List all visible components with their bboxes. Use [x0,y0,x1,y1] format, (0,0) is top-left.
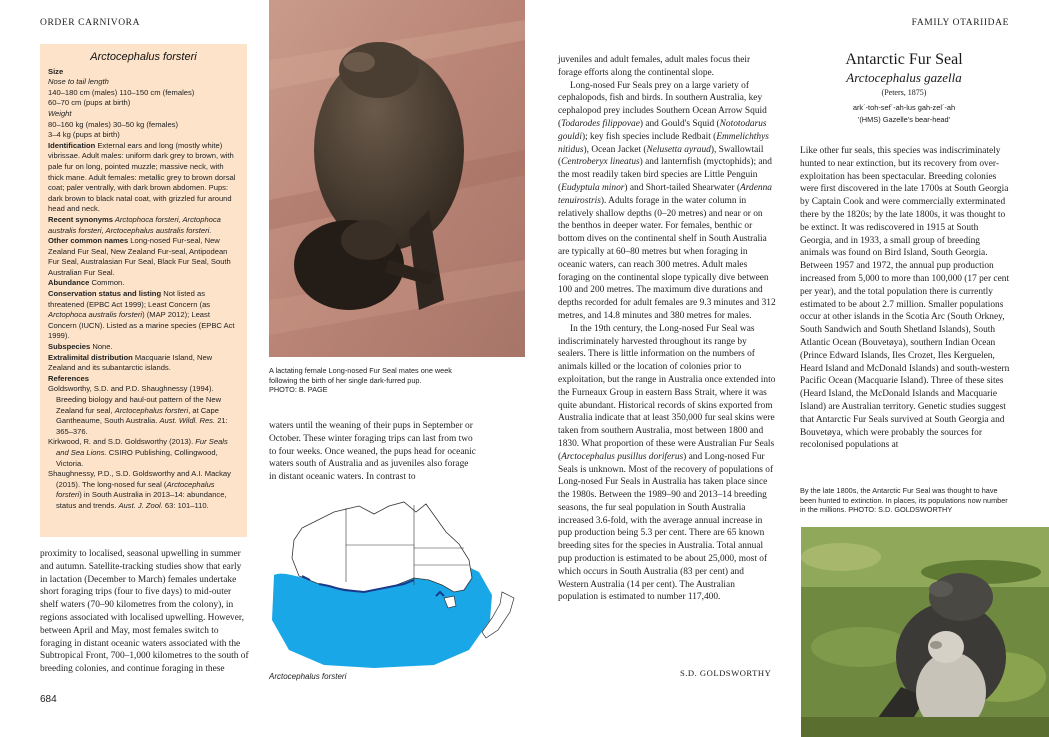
subspecies-text: None. [90,342,113,352]
p2-text-g: ) and Short-tailed Shearwater ( [624,182,740,193]
p3-text-a: In the 19th century, the Long-nosed Fur Seal was indiscriminately harvested throughout its range by sealers. There is little information on the numbers of animals killed or the location of colonies prior to exploitation, but the range in Australia once extended into the Furneaux Group in eastern Bass Strait, where it was quite abundant. Historical records of skins exported from Australia indicate that at least 350,000 fur seal skins were taken from southern Australia, most between 1800 and 1830. What proportion of these were Australian Fur Seals ( [558,323,776,462]
p2-text-a: Long-nosed Fur Seals prey on a large variety of cephalopods, fish and birds. In southern Australia, key cephalopod prey includes Southern Ocean Arrow Squid ( [558,80,767,129]
p3-text-b: ) and Long-nosed Fur Seals is unknown. Most of the recovery of populations of Long-nosed Fur Seals in Australia has taken place since the 1980s. Between the 1989–90 and 2013–14 breeding seasons, the fur seal population in South Australia increased 3.6-fold, with the average annual increase in pup production being 5.3 per cent. There are 65 known breeding sites for the species in Australia. Total annual pup production is estimated to be about 25,000, most of which occurs in South Australia (83 per cent) and Western Australia (14 per cent). The Australian population is estimated to number 117,400. [558,451,774,603]
extralimital-entry [48,353,239,374]
abundance-text: Common. [89,278,125,288]
p3-italic-1: Arctocephalus pusillus doriferus [561,451,684,462]
photo1-caption: A lactating female Long-nosed Fur Seal mates one week following the birth of her single dark-furred pup. [269,366,452,385]
reference-2-title: Fur Seals and Sea Lions. [56,437,228,457]
weight-line2: 3–4 kg (pups at birth) [48,130,120,140]
common-names-text: Long-nosed Fur-seal, New Zealand Fur Seal, New Zealand Fur-seal, Antipodean Fur Seal, Australasian Fur Seal, Black Fur Seal, South Australian Fur Seal. [48,236,231,277]
species-common-name: Antarctic Fur Seal [845,51,963,68]
p2-italic-7: Ardenna tenuirostris [558,182,772,206]
column3-body-text [558,54,776,604]
identification-entry [48,141,239,215]
reference-1 [48,384,239,437]
running-head-left: ORDER CARNIVORA [40,18,141,28]
p2-text-h: ). Adults forage in the water column in relatively shallow depths (0–20 metres) and near or on the benthos in deeper water. For females, benthic or bottom dives on the continental shelf in South Australia are typically at 60–80 metres but when foraging in oceanic waters, can reach 300 metres. Adult males foraging on the continental slope typically dive between 100 and 200 metres. The maximum dive durations and depths recorded for adult females are 9.3 minutes and 312 metres, and 14.8 minutes and 380 metres for males. [558,195,776,321]
factbox-species-name: Arctocephalus forsteri [90,51,197,63]
p2-italic-6: Eudyptula minor [561,182,625,193]
reference-3 [48,469,239,511]
extralimital-text: Macquarie Island, New Zealand and its subantarctic islands. [48,352,213,373]
p2-text-b: ) and Gould's Squid ( [639,118,720,129]
column2-paragraph: waters until the weaning of their pups in September or October. These winter foraging trips can last from two to four weeks. Once weaned, the pups head for oceanic waters south of Australia and as juveniles also forage in distant oceanic waters. In contrast to [269,421,476,483]
species-scientific-name: Arctocephalus gazella [846,70,962,85]
antarctic-fur-seals-photo [801,527,1049,737]
author-signature: S.D. GOLDSWORTHY [680,668,772,678]
distribution-map [264,500,526,670]
p2-italic-4: Nelusetta ayraud [646,144,711,155]
synonyms-entry [48,215,239,236]
antarctic-seal-illustration [801,527,1049,737]
p2-text-c: ); key fish species include Redbait ( [581,131,717,142]
fur-seal-mother-pup-photo [269,0,525,357]
seal-photo-illustration [269,0,525,357]
p2-text-e: ), Swallowtail ( [558,144,764,168]
distribution-map-svg [264,500,526,670]
subspecies-entry [48,342,239,353]
common-names-entry [48,236,239,278]
page-number: 684 [40,694,57,705]
size-label: Size [48,66,64,76]
photo1-caption-block [269,366,474,395]
reference-2-publisher: CSIRO Publishing, Collingwood, Victoria. [56,447,218,468]
map-caption: Arctocephalus forsteri [269,672,347,681]
synonyms-text: Arctophoca forsteri, Arctophoca australis forsteri, Arctocephalus australis forsteri. [48,214,221,235]
identification-text: External ears and long (mostly white) vibrissae. Adult males: uniform dark grey to brown, with pale fur on long, pointed muzzle; massive neck, with thick mane. Adult females: metallic grey to brown dorsal coat; paler ventrally, with dark brown abdomen. Pups: dark brown to black natal coat, with grizzled fur around head and neck. [48,140,236,214]
extralimital-label: Extralimital distribution [48,352,133,362]
reference-1-text-b: , at Cape Gantheaume, South Australia. [56,405,219,426]
column4-paragraph: Like other fur seals, this species was indiscriminately hunted to near extinction, but its recovery from over-exploitation has been spectacular. Breeding colonies were first discovered in the late 1700s at South Georgia by Captain Cook and were commercially exterminated there by the 1820s; by the late 1800s, it was thought to be extinct. It was rediscovered in 1915 at South Georgia, and in 1933, a small group of breeding animals was found on Bird Island, South Georgia. Between 1957 and 1972, the annual pup production increased from 5,000 to more than 100,000 (17 per cent per year), and the total population there is currently estimated to be about 2.7 million. Smaller populations occur at other islands in the Scotia Arc (South Orkney, South Sandwich and South Shetland Islands), South Atlantic Ocean (Bouvetøya), southern Indian Ocean (Prince Edward Islands, Iles Crozet, Iles Kerguelen, Heard Island and McDonald Islands) and south-western Pacific Ocean (Macquarie Island). Three of these sites (Heard Island, the McDonald Islands and Macquarie Island) are Australian territory. Genetic studies suggest that Antarctic Fur Seals survived at South Georgia and Bouvetøya, which were probably the sources for recolonised populations at [800,146,1010,451]
p2-italic-2: Nototodarus gouldi [558,118,767,142]
species-name-meaning: '(HMS) Gazelle's bear-head' [857,115,951,124]
running-head-right: FAMILY OTARIIDAE [911,18,1009,28]
reference-1-pages: 21: 365–376. [56,416,228,436]
conservation-entry [48,289,239,342]
conservation-text-1: Not listed as threatened (EPBC Act 1999); Least Concern (as [48,289,211,309]
column3-paragraph-2 [558,80,776,323]
column3-paragraph-1: juveniles and adult females, adult males focus their forage efforts along the continental slope. [558,55,751,78]
p2-italic-3: Emmelichthys nitidus [558,131,769,155]
reference-1-journal: Aust. Wildl. Res. [159,416,216,426]
references-label: References [48,373,89,383]
column1-body-text [40,548,250,676]
species-pronunciation: ark´-toh-sef´-ah-lus gah-zel´-ah [852,103,956,112]
common-names-label: Other common names [48,236,129,246]
reference-3-text-b: ) in South Australia in 2013–14: abundance, status and trends. [56,490,227,510]
reference-3-italic: Arctocephalus forsteri [56,479,215,500]
photo1-credit: PHOTO: B. PAGE [269,385,328,395]
reference-2 [48,437,239,469]
column1-paragraph: proximity to localised, seasonal upwelling in summer and autumn. Satellite-tracking studies show that early in lactation (December to March) females undertake short foraging trips (four to five days) to mid-outer shelf waters (70–90 kilometres from the colony), in regions associated with localised upwelling. However, between April and May, most females switch to foraging in distant oceanic waters associated with the Subtropical Front, 700–1,000 kilometres to the south of breeding colonies, and continue foraging in these [40,549,249,675]
weight-line1: 80–160 kg (males) 30–50 kg (females) [48,119,179,129]
abundance-entry [48,278,239,289]
column3-paragraph-3 [558,323,776,605]
column2-body-text [269,420,476,484]
reference-3-pages: 63: 101–110. [162,500,209,510]
reference-2-text: Kirkwood, R. and S.D. Goldsworthy (2013). [48,437,196,447]
nose-tail-line1: 140–180 cm (males) 110–150 cm (females) [48,87,195,97]
identification-label: Identification [48,140,96,150]
photo2-caption: By the late 1800s, the Antarctic Fur Seal was thought to have been hunted to extinction. In places, its populations now number in the millions. [800,486,1008,515]
conservation-label: Conservation status and listing [48,289,162,299]
species-fact-box [40,44,247,537]
p2-text-d: ), Ocean Jacket ( [583,144,647,155]
photo2-caption-block [800,486,1010,515]
column4-body-text [800,145,1010,452]
reference-3-text: Shaughnessy, P.D., S.D. Goldsworthy and A.I. Mackay (2015). The long-nosed fur seal ( [48,469,231,489]
subspecies-label: Subspecies [48,342,91,352]
photo2-credit: PHOTO: S.D. GOLDSWORTHY [848,505,953,515]
p2-italic-5: Centroberyx lineatus [561,157,640,168]
synonyms-label: Recent synonyms [48,214,113,224]
weight-label: Weight [48,108,72,118]
abundance-label: Abundance [48,278,90,288]
p2-italic-1: Todarodes filippovae [561,118,640,129]
reference-1-text: Goldsworthy, S.D. and P.D. Shaughnessy (1994). Breeding biology and haul-out pattern of the New Zealand fur seal, [48,384,222,415]
nose-tail-label: Nose to tail length [48,77,109,87]
species-header [800,50,1008,125]
species-authority: (Peters, 1875) [881,88,927,97]
conservation-text-2: ) (MAP 2012); Least Concern (IUCN). Listed as a marine species (EPBC Act 1999). [48,310,235,341]
p2-text-f: ) and lanternfish (myctophids); and the most readily taken bird species are Little Penguin ( [558,157,772,193]
reference-3-journal: Aust. J. Zool. [118,500,163,510]
nose-tail-line2: 60–70 cm (pups at birth) [48,98,131,108]
reference-1-italic: Arctocephalus forsteri [114,405,189,415]
conservation-italic: Arctophoca australis forsteri [48,310,143,320]
